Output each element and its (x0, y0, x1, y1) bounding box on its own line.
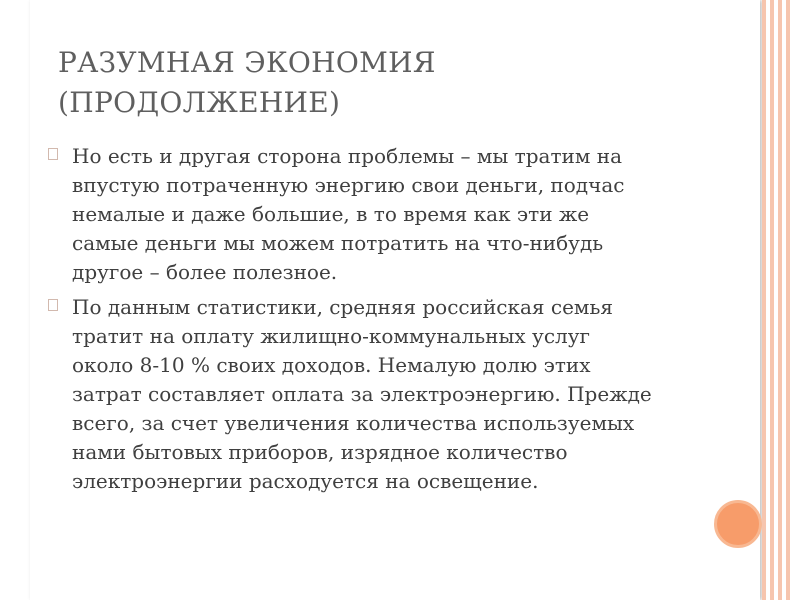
bullet-text (72, 293, 726, 496)
bullet-line: около 8-10 % своих доходов. Немалую долю этих (72, 353, 591, 377)
bullet-list (46, 142, 726, 502)
bullet-text (72, 142, 726, 287)
title-line-2: (ПРОДОЛЖЕНИЕ) (58, 86, 341, 119)
stripe (770, 0, 774, 600)
bullet-line: тратит на оплату жилищно-коммунальных услуг (72, 324, 590, 348)
title-line-1: РАЗУМНАЯ ЭКОНОМИЯ (58, 46, 436, 79)
decorative-stripes (760, 0, 800, 600)
bullet-item (46, 142, 726, 287)
bullet-line: нами бытовых приборов, изрядное количество (72, 440, 568, 464)
decorative-circle (714, 500, 762, 548)
stripe (778, 0, 782, 600)
bullet-line: электроэнергии расходуется на освещение. (72, 469, 539, 493)
bullet-line: Но есть и другая сторона проблемы – мы тратим на (72, 144, 623, 168)
bullet-line: самые деньги мы можем потратить на что-нибудь (72, 231, 604, 255)
bullet-line: всего, за счет увеличения количества используемых (72, 411, 635, 435)
bullet-item (46, 293, 726, 496)
bullet-line: другое – более полезное. (72, 260, 338, 284)
bullet-icon (48, 148, 58, 160)
stripe (786, 0, 790, 600)
stripe (762, 0, 766, 600)
bullet-line: немалые и даже большие, в то время как эти же (72, 202, 590, 226)
bullet-line: впустую потраченную энергию свои деньги, подчас (72, 173, 625, 197)
slide-title (58, 43, 718, 123)
bullet-icon (48, 299, 58, 311)
bullet-line: затрат составляет оплата за электроэнергию. Прежде (72, 382, 652, 406)
bullet-line: По данным статистики, средняя российская семья (72, 295, 613, 319)
